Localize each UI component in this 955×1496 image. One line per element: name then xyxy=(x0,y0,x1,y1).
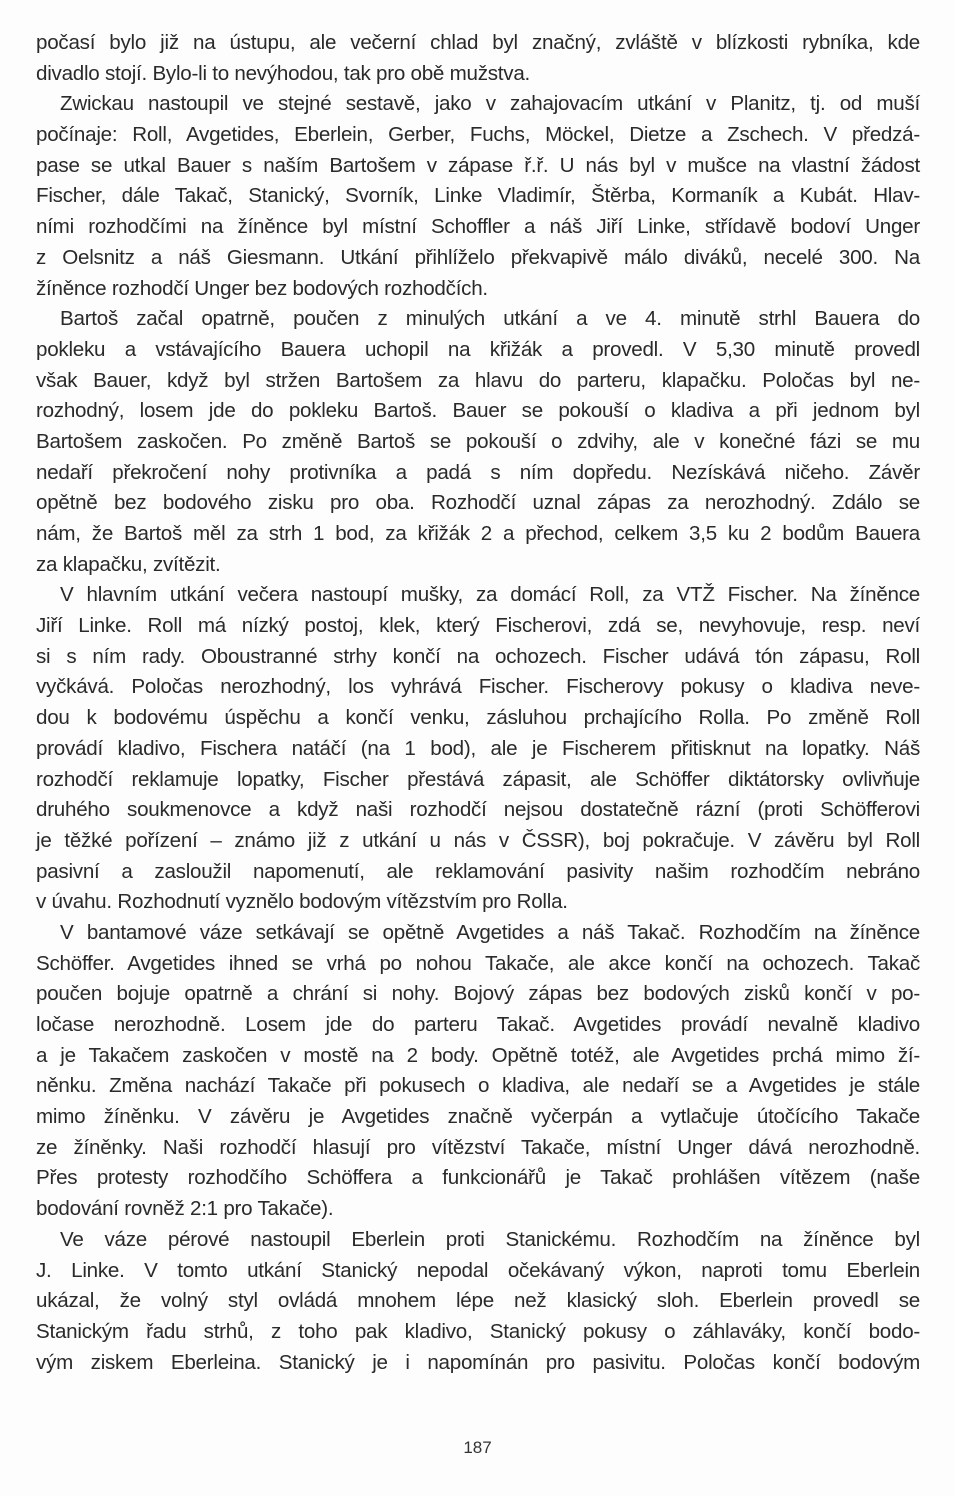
text-line: počínaje: Roll, Avgetides, Eberlein, Gerber, Fuchs, Möckel, Dietze a Zschech. V předzá- xyxy=(36,123,920,147)
text-line: bodování rovněž 2:1 pro Takače). xyxy=(36,1197,334,1221)
text-line: pase se utkal Bauer s naším Bartošem v zápase ř.ř. U nás byl v mušce na vlastní žádost xyxy=(36,153,920,177)
text-line: ními rozhodčími na žíněnce byl místní Schoffler a náš Jiří Linke, střídavě bodoví Unger xyxy=(36,215,920,239)
body-text xyxy=(36,28,920,1378)
text-line: pasivní a zasloužil napomenutí, ale reklamování pasivity našim rozhodčím nebráno xyxy=(36,859,920,883)
text-line: žíněnce rozhodčí Unger bez bodových rozhodčích. xyxy=(36,276,488,300)
text-line: však Bauer, když byl stržen Bartošem za hlavu do parteru, klapačku. Poločas byl ne- xyxy=(36,368,920,392)
text-line: divadlo stojí. Bylo-li to nevýhodou, tak pro obě mužstva. xyxy=(36,61,530,85)
text-line: V hlavním utkání večera nastoupí mušky, za domácí Roll, za VTŽ Fischer. Na žíněnce xyxy=(60,583,920,607)
text-line: V bantamové váze setkávají se opětně Avgetides a náš Takač. Rozhodčím na žíněnce xyxy=(60,920,920,944)
text-line: z Oelsnitz a náš Giesmann. Utkání přihlíželo překvapivě málo diváků, necelé 300. Na xyxy=(36,245,920,269)
text-line: vyčkává. Poločas nerozhodný, los vyhrává Fischer. Fischerovy pokusy o kladiva neve- xyxy=(36,675,920,699)
text-line: Přes protesty rozhodčího Schöffera a funkcionářů je Takač prohlášen vítězem (naše xyxy=(36,1166,920,1190)
text-line: Bartošem zaskočen. Po změně Bartoš se pokouší o zdvihy, ale v konečné fázi se mu xyxy=(36,429,920,453)
text-line: opětně bez bodového zisku pro oba. Rozhodčí uznal zápas za nerozhodný. Zdálo se xyxy=(36,491,920,515)
text-line: je těžké pořízení – známo již z utkání u nás v ČSSR), boj pokračuje. V závěru byl Roll xyxy=(36,828,920,852)
text-line: nedaří překročení nohy protivníka a padá s ním dopředu. Nezískává ničeho. Závěr xyxy=(36,460,920,484)
text-line: rozhodčí reklamuje lopatky, Fischer přestává zápasit, ale Schöffer diktátorsky ovlivňuje xyxy=(36,767,920,791)
text-line: Ve váze pérové nastoupil Eberlein proti Stanickému. Rozhodčím na žíněnce byl xyxy=(60,1227,920,1251)
text-line: Stanickým řadu strhů, z toho pak kladivo, Stanický pokusy o záhlaváky, končí bodo- xyxy=(36,1319,920,1343)
text-line: mimo žíněnku. V závěru je Avgetides značně vyčerpán a vytlačuje útočícího Takače xyxy=(36,1105,920,1129)
text-line: vým ziskem Eberleina. Stanický je i napomínán pro pasivitu. Poločas končí bodovým xyxy=(36,1350,920,1374)
text-line: ločase nerozhodně. Losem jde do parteru Takač. Avgetides provádí nevalně kladivo xyxy=(36,1013,920,1036)
text-line: si s ním rady. Oboustranné strhy končí na ochozech. Fischer udává tón zápasu, Roll xyxy=(36,644,920,668)
text-line: něnku. Změna nachází Takače při pokusech o kladiva, ale nedaří se a Avgetides je stále xyxy=(36,1074,920,1098)
text-line: v úvahu. Rozhodnutí vyznělo bodovým vítězstvím pro Rolla. xyxy=(36,890,568,914)
text-line: Jiří Linke. Roll má nízký postoj, klek, který Fischerovi, zdá se, nevyhovuje, resp. neví xyxy=(36,614,920,638)
text-line: Zwickau nastoupil ve stejné sestavě, jako v zahajovacím utkání v Planitz, tj. od muší xyxy=(60,92,920,116)
page-number: 187 xyxy=(463,1438,492,1457)
text-line: pokleku a vstávajícího Bauera uchopil na křižák a provedl. V 5,30 minutě provedl xyxy=(36,337,920,361)
text-line: za klapačku, zvítězit. xyxy=(36,552,221,576)
text-line: provádí kladivo, Fischera natáčí (na 1 bod), ale je Fischerem přitisknut na lopatky. Náš xyxy=(36,736,920,760)
text-line: Schöffer. Avgetides ihned se vrhá po nohou Takače, ale akce končí na ochozech. Takač xyxy=(36,951,920,975)
text-line: a je Takačem zaskočen v mostě na 2 body. Opětně totéž, ale Avgetides prchá mimo ží- xyxy=(36,1043,920,1067)
text-line: J. Linke. V tomto utkání Stanický nepodal očekávaný výkon, naproti tomu Eberlein xyxy=(36,1258,920,1282)
text-line: dou k bodovému úspěchu a končí venku, zásluhou prchajícího Rolla. Po změně Roll xyxy=(36,706,920,730)
text-line: počasí bylo již na ústupu, ale večerní chlad byl značný, zvláště v blízkosti rybníka, kde xyxy=(36,31,920,54)
text-line: Bartoš začal opatrně, poučen z minulých utkání a ve 4. minutě strhl Bauera do xyxy=(60,307,920,331)
text-line: ze žíněnky. Naši rozhodčí hlasují pro vítězství Takače, místní Unger dává nerozhodně. xyxy=(36,1135,920,1159)
text-line: Fischer, dále Takač, Stanický, Svorník, Linke Vladimír, Štěrba, Kormaník a Kubát. Hlav- xyxy=(36,184,920,208)
text-line: ukázal, že volný styl ovládá mnohem lépe než klasický sloh. Eberlein provedl se xyxy=(36,1289,920,1313)
text-line: nám, že Bartoš měl za strh 1 bod, za křižák 2 a přechod, celkem 3,5 ku 2 bodům Bauera xyxy=(36,522,920,545)
text-line: poučen bojuje opatrně a chrání si nohy. Bojový zápas bez bodových zisků končí v po- xyxy=(36,982,920,1006)
text-line: rozhodný, losem jde do pokleku Bartoš. Bauer se pokouší o kladiva a při jednom byl xyxy=(36,399,920,423)
text-line: druhého soukmenovce a když naši rozhodčí nejsou dostatečně rázní (proti Schöfferovi xyxy=(36,798,920,822)
